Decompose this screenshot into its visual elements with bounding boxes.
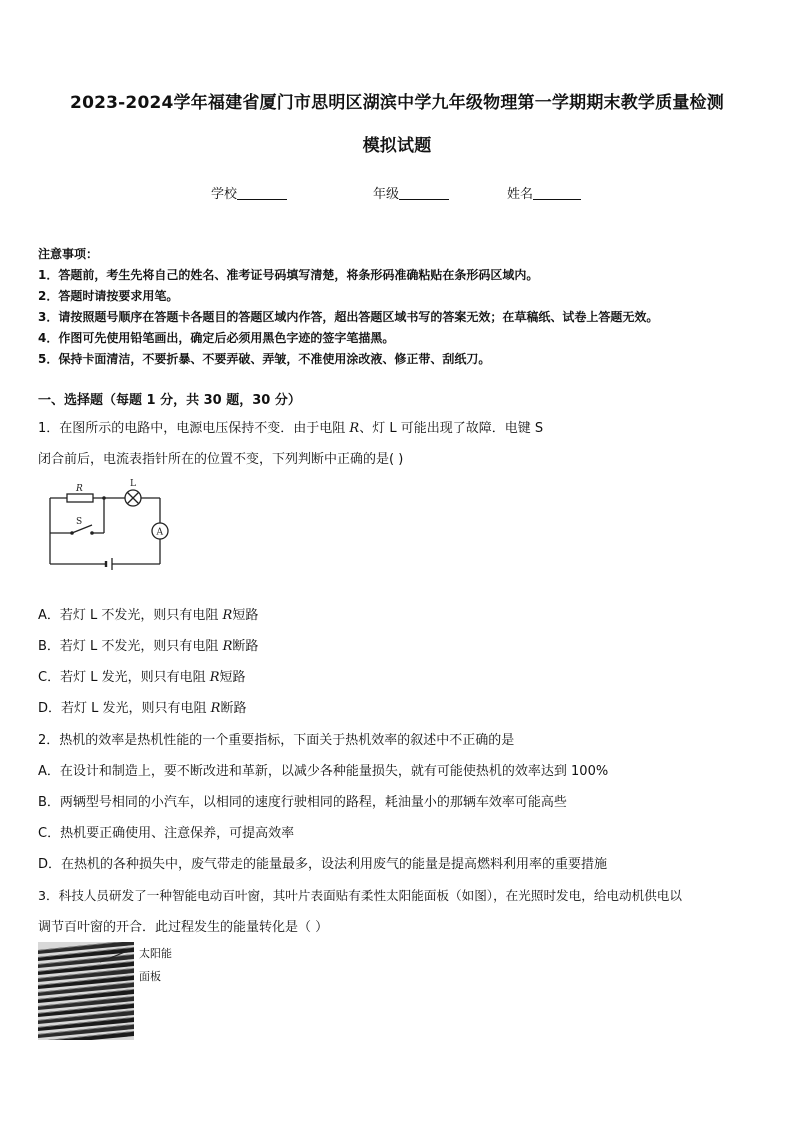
q2-option-c: C．热机要正确使用、注意保养，可提高效率 bbox=[38, 826, 295, 841]
option-text-end: 短路 bbox=[219, 670, 246, 685]
q3-stem-line2: 调节百叶窗的开合．此过程发生的能量转化是（ ） bbox=[38, 920, 329, 935]
notice-item: 2．答题时请按要求用笔。 bbox=[38, 289, 179, 303]
q1-option-b bbox=[38, 635, 258, 654]
notice-heading: 注意事项： bbox=[38, 247, 99, 261]
name-label: 姓名 bbox=[507, 187, 534, 202]
q1-option-d bbox=[38, 697, 246, 716]
q1-option-c bbox=[38, 666, 246, 685]
q1-stem-b: 、灯 L 可能出现了故障．电键 S bbox=[359, 421, 544, 436]
option-text: D．若灯 L 发光，则只有电阻 bbox=[38, 701, 211, 716]
option-text-end: 断路 bbox=[232, 639, 259, 654]
photo-label-panel: 面板 bbox=[139, 970, 161, 983]
school-field bbox=[211, 183, 287, 202]
circuit-label-s: S bbox=[76, 517, 83, 527]
q2-option-a: A．在设计和制造上，要不断改进和革新，以减少各种能量损失，就有可能使热机的效率达到 100% bbox=[38, 764, 609, 779]
option-var: R bbox=[209, 670, 220, 685]
option-var: R bbox=[210, 701, 221, 716]
solar-blinds-photo bbox=[38, 942, 134, 1040]
option-text: A．若灯 L 不发光，则只有电阻 bbox=[38, 608, 223, 623]
option-text-end: 短路 bbox=[232, 608, 259, 623]
option-var: R bbox=[222, 639, 233, 654]
name-field bbox=[507, 183, 581, 202]
q3-stem: 3．科技人员研发了一种智能电动百叶窗，其叶片表面贴有柔性太阳能面板（如图），在光照时发电，给电动机供电以 bbox=[38, 888, 682, 903]
q1-stem bbox=[38, 417, 543, 436]
name-blank bbox=[533, 187, 581, 200]
q1-stem-line2: 闭合前后，电流表指针所在的位置不变，下列判断中正确的是( ) bbox=[38, 452, 404, 467]
grade-label: 年级 bbox=[373, 187, 400, 202]
school-label: 学校 bbox=[211, 187, 238, 202]
option-text: C．若灯 L 发光，则只有电阻 bbox=[38, 670, 210, 685]
q1-stem-a: 1．在图所示的电路中，电源电压保持不变．由于电阻 bbox=[38, 421, 350, 436]
photo-label-solar: 太阳能 bbox=[139, 947, 172, 960]
grade-field bbox=[373, 183, 449, 202]
option-var: R bbox=[222, 608, 233, 623]
notice-item: 5．保持卡面清洁，不要折暴、不要弄破、弄皱，不准使用涂改液、修正带、刮纸刀。 bbox=[38, 352, 491, 366]
q1-stem-var: R bbox=[349, 421, 360, 436]
circuit-label-a: A bbox=[156, 527, 163, 538]
q2-option-d: D．在热机的各种损失中，废气带走的能量最多，设法利用废气的能量是提高燃料利用率的重要措施 bbox=[38, 857, 608, 872]
section-heading: 一、选择题（每题 1 分，共 30 题，30 分） bbox=[38, 393, 301, 408]
option-text: B．若灯 L 不发光，则只有电阻 bbox=[38, 639, 223, 654]
option-text-end: 断路 bbox=[220, 701, 247, 716]
q1-option-a bbox=[38, 604, 258, 623]
circuit-diagram bbox=[40, 477, 180, 577]
q2-option-b: B．两辆型号相同的小汽车，以相同的速度行驶相同的路程，耗油量小的那辆车效率可能高些 bbox=[38, 795, 567, 810]
notice-item: 4．作图可先使用铅笔画出，确定后必须用黑色字迹的签字笔描黑。 bbox=[38, 331, 395, 345]
q2-stem: 2．热机的效率是热机性能的一个重要指标，下面关于热机效率的叙述中不正确的是 bbox=[38, 733, 515, 748]
exam-title-line2: 模拟试题 bbox=[362, 136, 432, 156]
circuit-label-l: L bbox=[130, 479, 136, 489]
grade-blank bbox=[399, 187, 449, 200]
school-blank bbox=[237, 187, 287, 200]
circuit-label-r: R bbox=[76, 484, 83, 494]
resistor-symbol bbox=[67, 494, 93, 502]
notice-item: 3．请按照题号顺序在答题卡各题目的答题区域内作答，超出答题区域书写的答案无效；在草稿纸、试卷上答题无效。 bbox=[38, 310, 659, 324]
exam-title-line1: 2023-2024学年福建省厦门市思明区湖滨中学九年级物理第一学期期末教学质量检测 bbox=[70, 93, 724, 113]
notice-item: 1．答题前，考生先将自己的姓名、准考证号码填写清楚，将条形码准确粘贴在条形码区域内。 bbox=[38, 268, 539, 282]
